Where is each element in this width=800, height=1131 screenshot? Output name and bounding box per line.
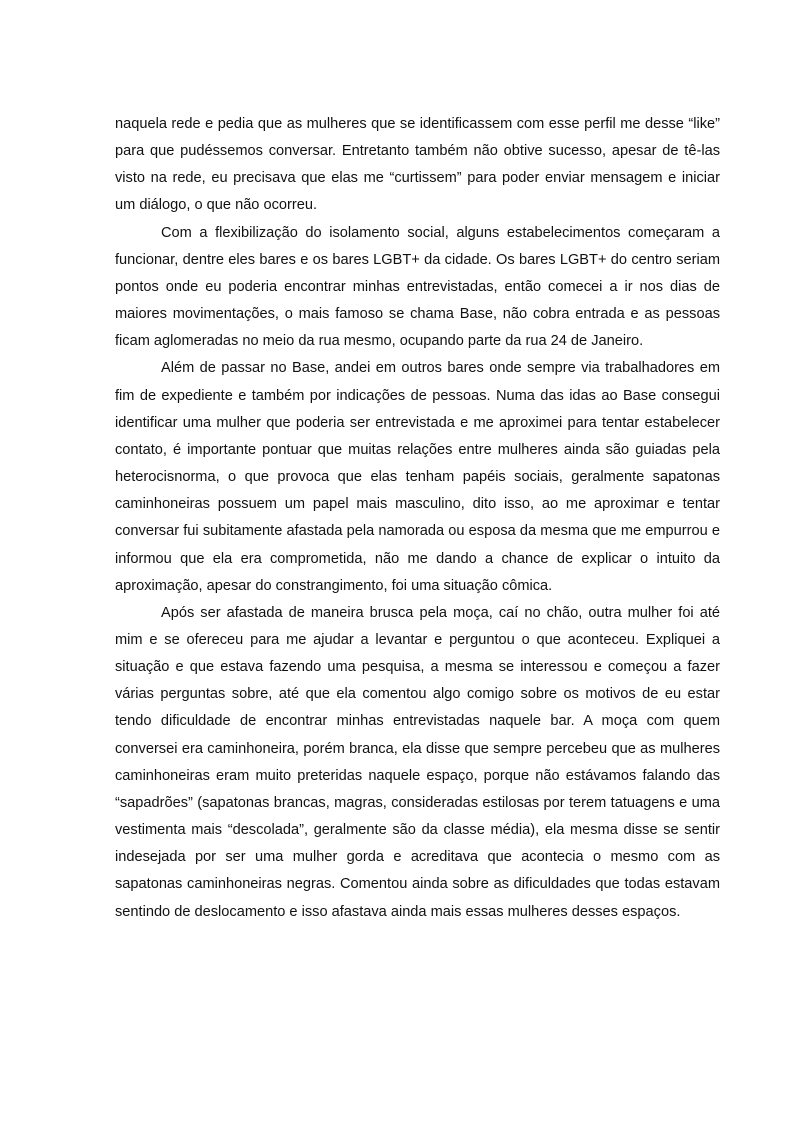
paragraph-1: naquela rede e pedia que as mulheres que se identificassem com esse perfil me desse “like” para que pudéssemos conversar. Entretanto também não obtive sucesso, apesar de tê-las visto na rede, eu precisava que elas me “curtissem” para poder enviar mensagem e iniciar um diálogo, o que não ocorreu. xyxy=(115,116,720,214)
paragraph-2: Com a flexibilização do isolamento social, alguns estabelecimentos começaram a funcionar, dentre eles bares e os bares LGBT+ da cidade. Os bares LGBT+ do centro seriam pontos onde eu poderia encontrar minhas entrevistadas, então comecei a ir nos dias de maiores movimentações, o mais famoso se chama Base, não cobra entrada e as pessoas ficam aglomeradas no meio da rua mesmo, ocupando parte da rua 24 de Janeiro. xyxy=(115,224,720,350)
paragraph-4: Após ser afastada de maneira brusca pela moça, caí no chão, outra mulher foi até mim e se ofereceu para me ajudar a levantar e perguntou o que aconteceu. Expliquei a situação e que estava fazendo uma pesquisa, a mesma se interessou e começou a fazer várias perguntas sobre, até que ela comentou algo comigo sobre os motivos de eu estar tendo dificuldade de encontrar minhas entrevistadas naquele bar. A moça com quem conversei era caminhoneira, porém branca, ela disse que sempre percebeu que as mulheres caminhoneiras eram muito preteridas naquele espaço, porque não estávamos falando das “sapadrões” (sapatonas brancas, magras, consideradas estilosas por terem tatuagens e uma vestimenta mais “descolada”, geralmente são da classe média), ela mesma disse se sentir indesejada por ser uma mulher gorda e acreditava que acontecia o mesmo com as sapatonas caminhoneiras negras. Comentou ainda sobre as dificuldades que todas estavam sentindo de deslocamento e isso afastava ainda mais essas mulheres desses espaços. xyxy=(115,604,720,920)
document-body xyxy=(115,111,720,926)
paragraph-3: Além de passar no Base, andei em outros bares onde sempre via trabalhadores em fim de expediente e também por indicações de pessoas. Numa das idas ao Base consegui identificar uma mulher que poderia ser entrevistada e me aproximei para tentar estabelecer contato, é importante pontuar que muitas relações entre mulheres ainda são guiadas pela heterocisnorma, o que provoca que elas tenham papéis sociais, geralmente sapatonas caminhoneiras possuem um papel mais masculino, dito isso, ao me aproximar e tentar conversar fui subitamente afastada pela namorada ou esposa da mesma que me empurrou e informou que ela era comprometida, não me dando a chance de explicar o intuito da aproximação, apesar do constrangimento, foi uma situação cômica. xyxy=(115,360,720,594)
